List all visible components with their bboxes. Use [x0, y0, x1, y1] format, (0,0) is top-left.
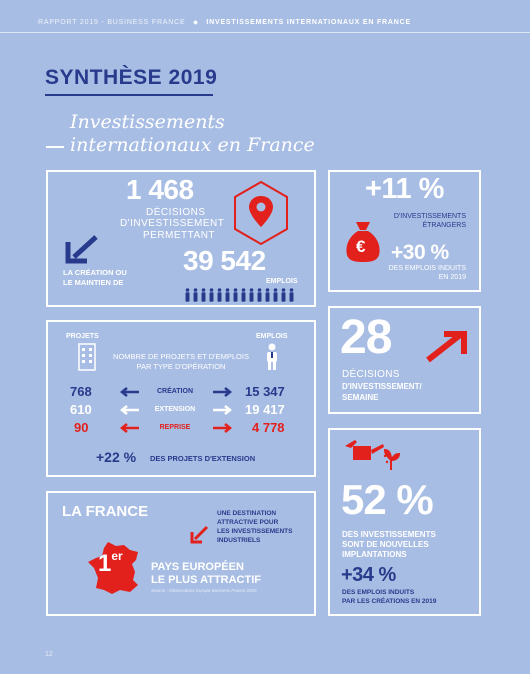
destination-l4: INDUSTRIELS	[217, 537, 261, 544]
row-reprise-projects: 90	[74, 420, 89, 435]
people-row-icon	[184, 288, 299, 302]
arrow-up-right-icon	[424, 330, 468, 364]
building-icon	[78, 343, 96, 371]
row-extension-jobs: 19 417	[245, 402, 285, 417]
header-left: RAPPORT 2019 - BUSINESS FRANCE	[38, 19, 186, 26]
arrow-left-icon	[120, 405, 140, 415]
header	[38, 19, 411, 26]
decisions-number: 1 468	[126, 174, 194, 205]
decisions-label: DÉCISIONS	[146, 207, 206, 218]
weekly-number: 28	[340, 311, 392, 364]
implantations-l3: IMPLANTATIONS	[342, 550, 407, 559]
jobs-label: EMPLOIS	[266, 278, 298, 285]
destination-l1: UNE DESTINATION	[217, 510, 277, 517]
row-reprise-jobs: 4 778	[252, 420, 285, 435]
france-title: LA FRANCE	[62, 503, 149, 520]
script-title-line1: Investissements	[70, 111, 225, 133]
title-underline	[45, 94, 213, 96]
permettant-label: PERMETTANT	[143, 230, 216, 241]
rank-number	[98, 549, 123, 577]
script-dash	[46, 146, 64, 148]
arrow-right-icon	[212, 405, 232, 415]
arrow-left-icon	[120, 423, 140, 433]
arrow-left-icon	[120, 387, 140, 397]
page-title: SYNTHÈSE 2019	[45, 66, 218, 89]
implantations-pct: 52 %	[341, 476, 433, 523]
location-pin-icon	[232, 180, 290, 246]
weekly-l3: SEMAINE	[342, 393, 379, 402]
pays-l2: LE PLUS ATTRACTIF	[151, 574, 261, 586]
rank-digit: 1	[98, 550, 112, 577]
destination-l3: LES INVESTISSEMENTS	[217, 528, 293, 535]
row-reprise-label: REPRISE	[159, 424, 191, 431]
growth-pct-jobs-l1: DES EMPLOIS INDUITS	[388, 265, 466, 272]
pays-l1: PAYS EUROPÉEN	[151, 561, 244, 573]
projets-header: PROJETS	[66, 333, 99, 340]
script-title-line2: internationaux en France	[70, 134, 315, 156]
row-extension-label: EXTENSION	[154, 406, 196, 413]
row-extension-projects: 610	[70, 402, 92, 417]
rank-suffix: er	[111, 549, 123, 563]
operations-subtitle-l2: PAR TYPE D'OPÉRATION	[136, 362, 226, 371]
watering-can-icon	[343, 436, 401, 472]
implantations-l1: DES INVESTISSEMENTS	[342, 530, 436, 539]
extension-text: DES PROJETS D'EXTENSION	[150, 454, 256, 463]
header-separator: ◆	[193, 20, 199, 26]
arrow-right-icon	[212, 387, 232, 397]
growth-pct-investments: +11 %	[365, 173, 444, 205]
growth-pct-jobs: +30 %	[391, 241, 449, 264]
creation-line2: LE MAINTIEN DE	[63, 278, 124, 287]
header-right: INVESTISSEMENTS INTERNATIONAUX EN FRANCE	[206, 19, 411, 26]
growth-pct-investments-l1: D'INVESTISSEMENTS	[393, 213, 466, 220]
row-creation-label: CRÉATION	[156, 388, 194, 395]
creations-jobs-l1: DES EMPLOIS INDUITS	[342, 589, 415, 596]
operations-subtitle-l1: NOMBRE DE PROJETS ET D'EMPLOIS	[113, 352, 249, 361]
arrow-down-left-icon	[64, 234, 100, 264]
growth-pct-jobs-l2: EN 2019	[438, 274, 466, 281]
creations-jobs-l2: PAR LES CRÉATIONS EN 2019	[342, 598, 437, 605]
jobs-number: 39 542	[183, 245, 266, 276]
header-rule	[0, 32, 530, 33]
arrow-right-icon	[212, 423, 232, 433]
weekly-l1: DÉCISIONS	[342, 369, 400, 380]
arrow-down-left-small-icon	[188, 525, 210, 545]
extension-pct: +22 %	[96, 449, 137, 465]
euro-symbol: €	[356, 237, 366, 256]
weekly-l2: D'INVESTISSEMENT/	[342, 382, 422, 391]
page-number: 12	[45, 651, 53, 658]
row-creation-projects: 768	[70, 384, 92, 399]
row-creation-jobs: 15 347	[245, 384, 285, 399]
growth-pct-investments-l2: ÉTRANGERS	[422, 222, 466, 229]
implantations-l2: SONT DE NOUVELLES	[342, 540, 429, 549]
source-note: Source : Observatoire Europe Business France 2019	[151, 588, 257, 593]
destination-l2: ATTRACTIVE POUR	[217, 519, 279, 526]
creations-jobs-pct: +34 %	[341, 564, 396, 586]
investissement-label: D'INVESTISSEMENT	[120, 218, 225, 229]
creation-line1: LA CRÉATION OU	[63, 268, 127, 277]
emplois-header: EMPLOIS	[256, 333, 288, 340]
worker-icon	[264, 343, 280, 371]
